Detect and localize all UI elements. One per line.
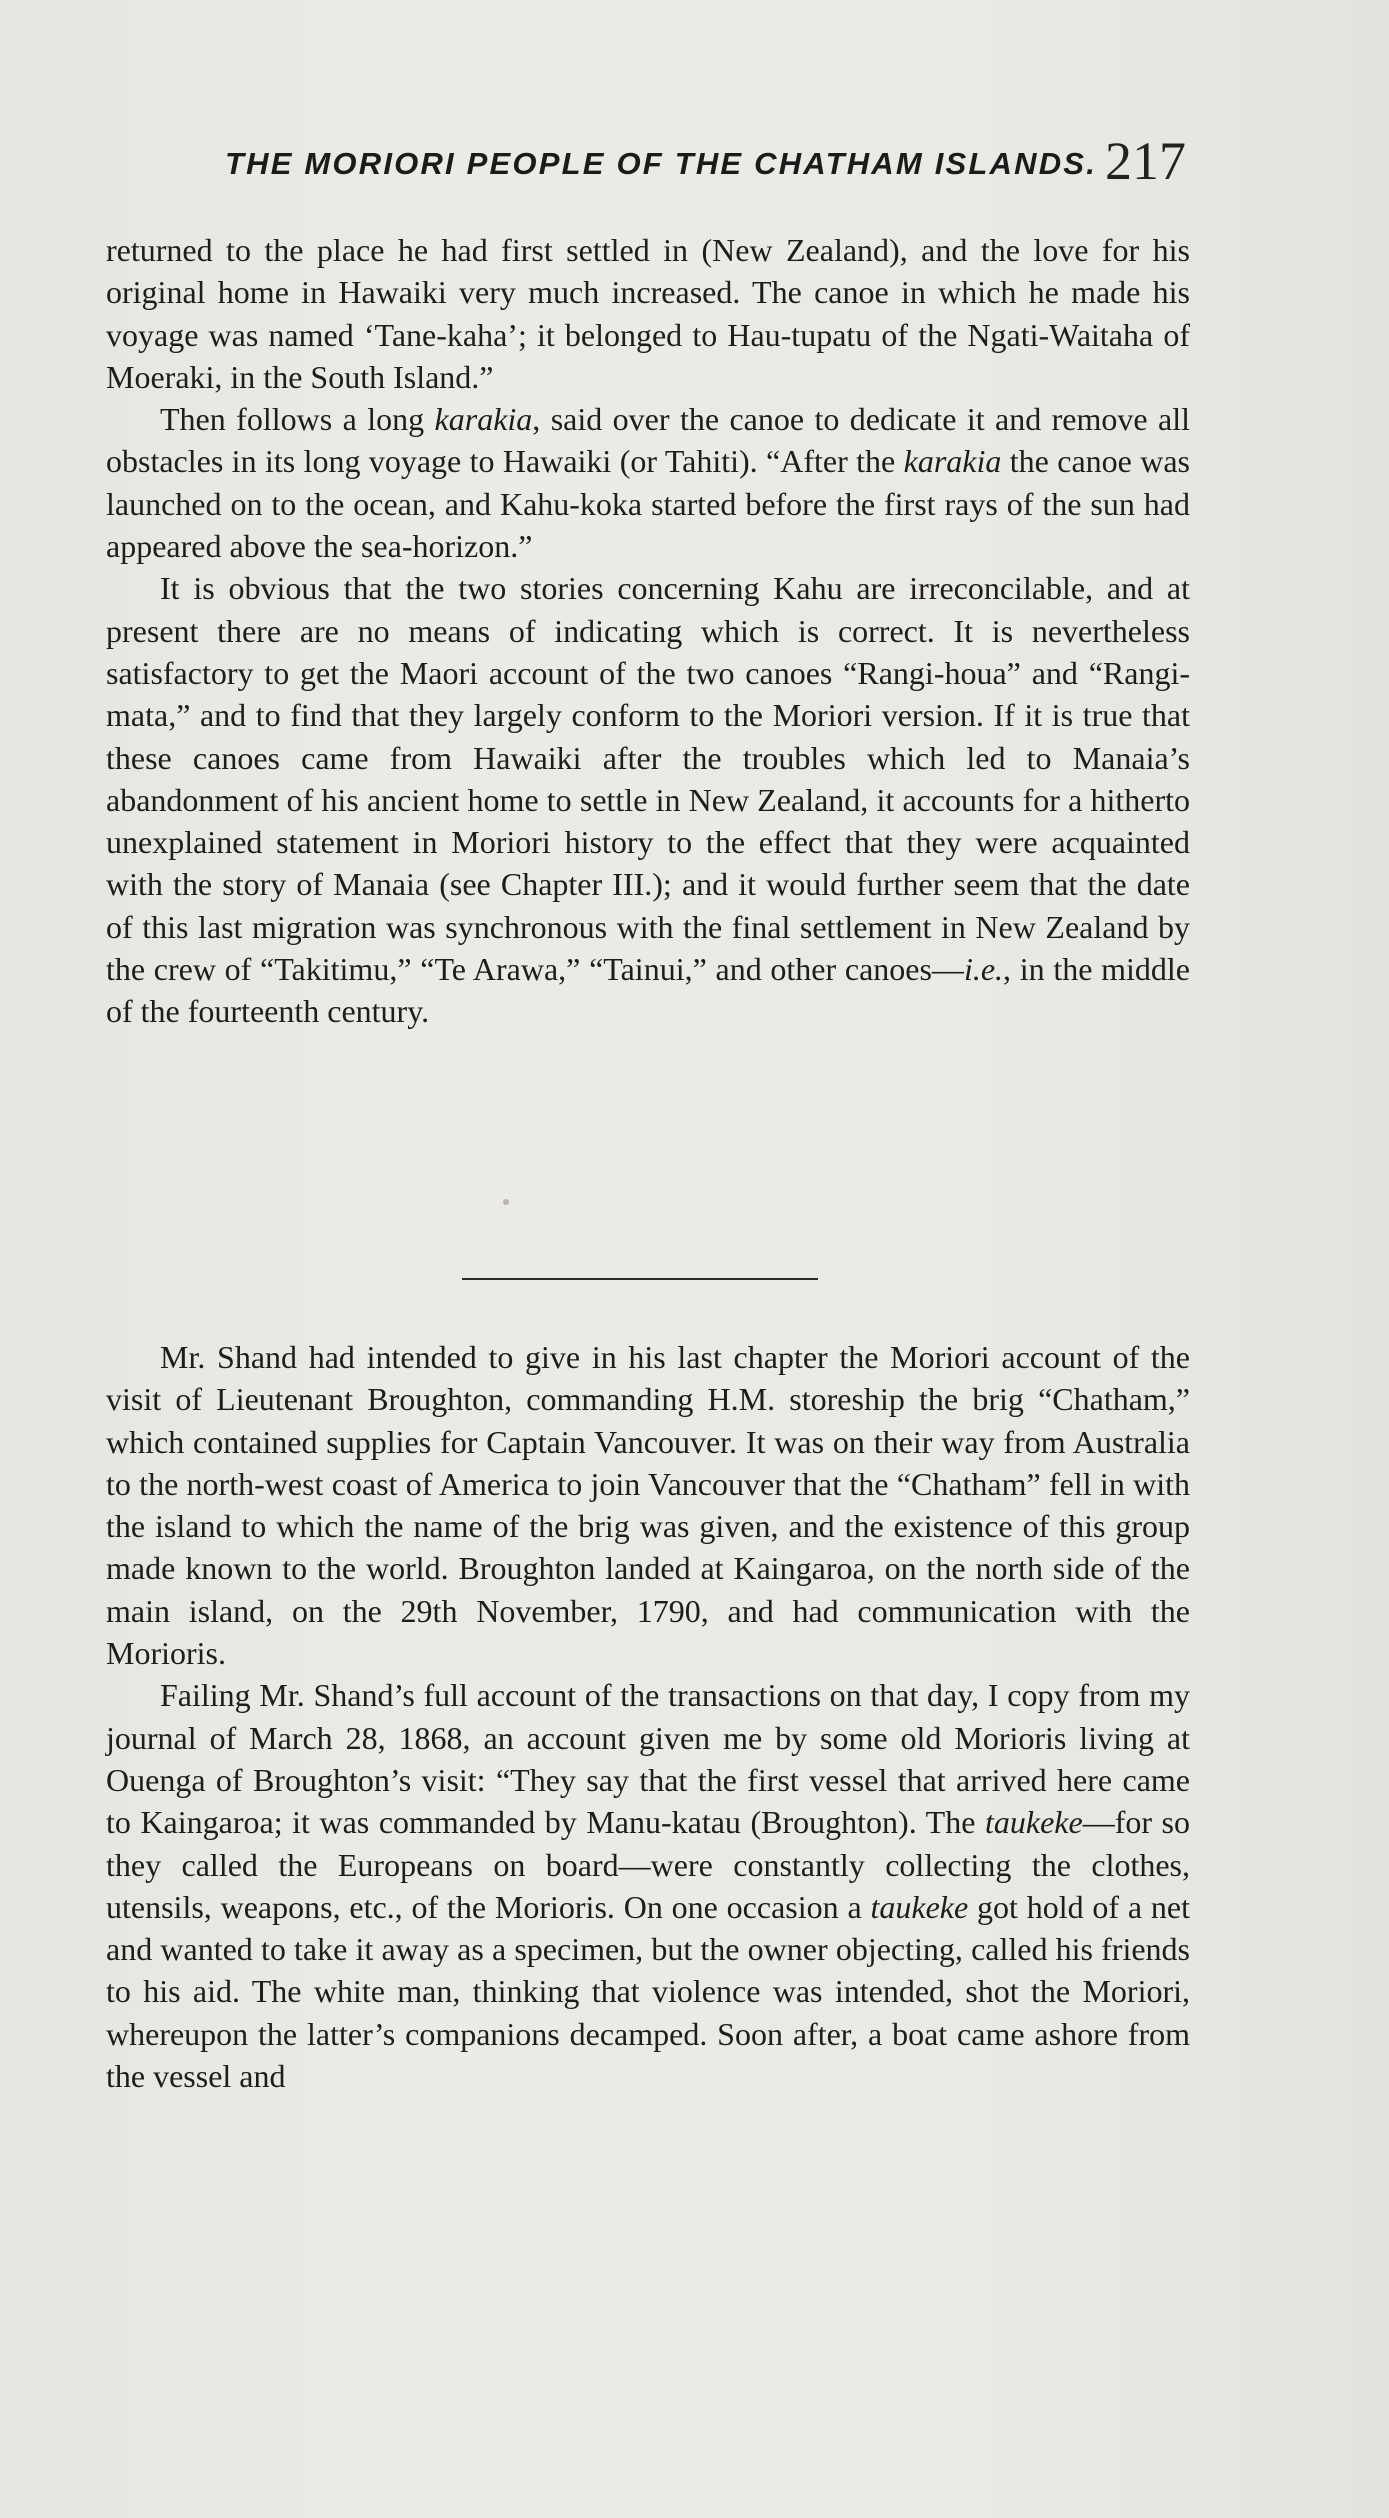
paragraph-2-text: , said over the canoe to dedicate it and remove all obstacles in its long voyage to Hawaiki (or Tahiti). “After the	[106, 401, 1191, 480]
paragraph-2	[106, 398, 1190, 567]
italic-term: karakia	[903, 443, 1002, 480]
italic-abbreviation: i.e.	[963, 951, 1004, 988]
paragraph-1-text: returned to the place he had first settled in (New Zealand), and the love for his original home in Hawaiki very much increased. The canoe in which he made his voyage was named ‘Tane-kaha’; it belonged to Hau-tupatu of the Ngati-Waitaha of Moeraki, in the South Island.”	[106, 232, 1190, 395]
body-section-one	[106, 229, 1190, 1033]
italic-term: taukeke	[984, 1804, 1083, 1841]
paragraph-5	[106, 1674, 1190, 2097]
paragraph-4-text: Mr. Shand had intended to give in his last chapter the Moriori account of the visit of Lieutenant Broughton, commanding H.M. storeship the brig “Chatham,” which contained supplies for Captain Vancouver. It was on their way from Australia to the north-west coast of America to join Vancouver that the “Chatham” fell in with the island to which the name of the brig was given, and the existence of this group made known to the world. Broughton landed at Kaingaroa, on the north side of the main island, on the 29th November, 1790, and had communication with the Morioris.	[106, 1339, 1190, 1672]
paragraph-3-text: , in the middle of the fourteenth century.	[106, 951, 1191, 1030]
paragraph-4	[106, 1336, 1190, 1674]
italic-term: karakia	[434, 401, 533, 438]
paragraph-2-text: Then follows a long	[160, 401, 435, 438]
paragraph-1	[106, 229, 1190, 398]
paragraph-3-text: It is obvious that the two stories concerning Kahu are irreconcilable, and at present there are no means of indicating which is correct. It is nevertheless satisfactory to get the Maori account of the two canoes “Rangi-houa” and “Rangi-mata,” and to find that they largely conform to the Moriori version. If it is true that these canoes came from Hawaiki after the troubles which led to Manaia’s abandonment of his ancient home to settle in New Zealand, it accounts for a hitherto unexplained statement in Moriori history to the effect that they were acquainted with the story of Manaia (see Chapter III.); and it would further seem that the date of this last migration was synchronous with the final settlement in New Zealand by the crew of “Takitimu,” “Te Arawa,” “Tainui,” and other canoes—	[106, 570, 1190, 988]
page-number: 217	[1105, 131, 1186, 191]
paragraph-5-text: Failing Mr. Shand’s full account of the transactions on that day, I copy from my journal of March 28, 1868, an account given me by some old Morioris living at Ouenga of Broughton’s visit: “They say that the first vessel that arrived here came to Kaingaroa; it was commanded by Manu-katau (Broughton). The	[106, 1677, 1190, 1841]
paragraph-3	[106, 567, 1190, 1032]
body-section-two	[106, 1336, 1190, 2097]
paper-speck	[503, 1199, 509, 1205]
section-divider-rule	[462, 1278, 818, 1280]
running-title: THE MORIORI PEOPLE OF THE CHATHAM ISLANDS.	[225, 146, 1098, 181]
paragraph-5-text: got hold of a net and wanted to take it away as a specimen, but the owner objecting, called his friends to his aid. The white man, thinking that violence was intended, shot the Moriori, whereupon the latter’s companions decamped. Soon after, a boat came ashore from the vessel and	[106, 1888, 1191, 2095]
paragraph-5-text: —for so they called the Europeans on board—were constantly collecting the clothes, utensils, weapons, etc., of the Morioris. On one occasion a	[106, 1804, 1191, 1925]
paragraph-2-text: the canoe was launched on to the ocean, and Kahu-koka started before the first rays of the sun had appeared above the sea-horizon.”	[106, 443, 1191, 565]
page-header	[225, 131, 1215, 200]
italic-term: taukeke	[870, 1888, 969, 1925]
